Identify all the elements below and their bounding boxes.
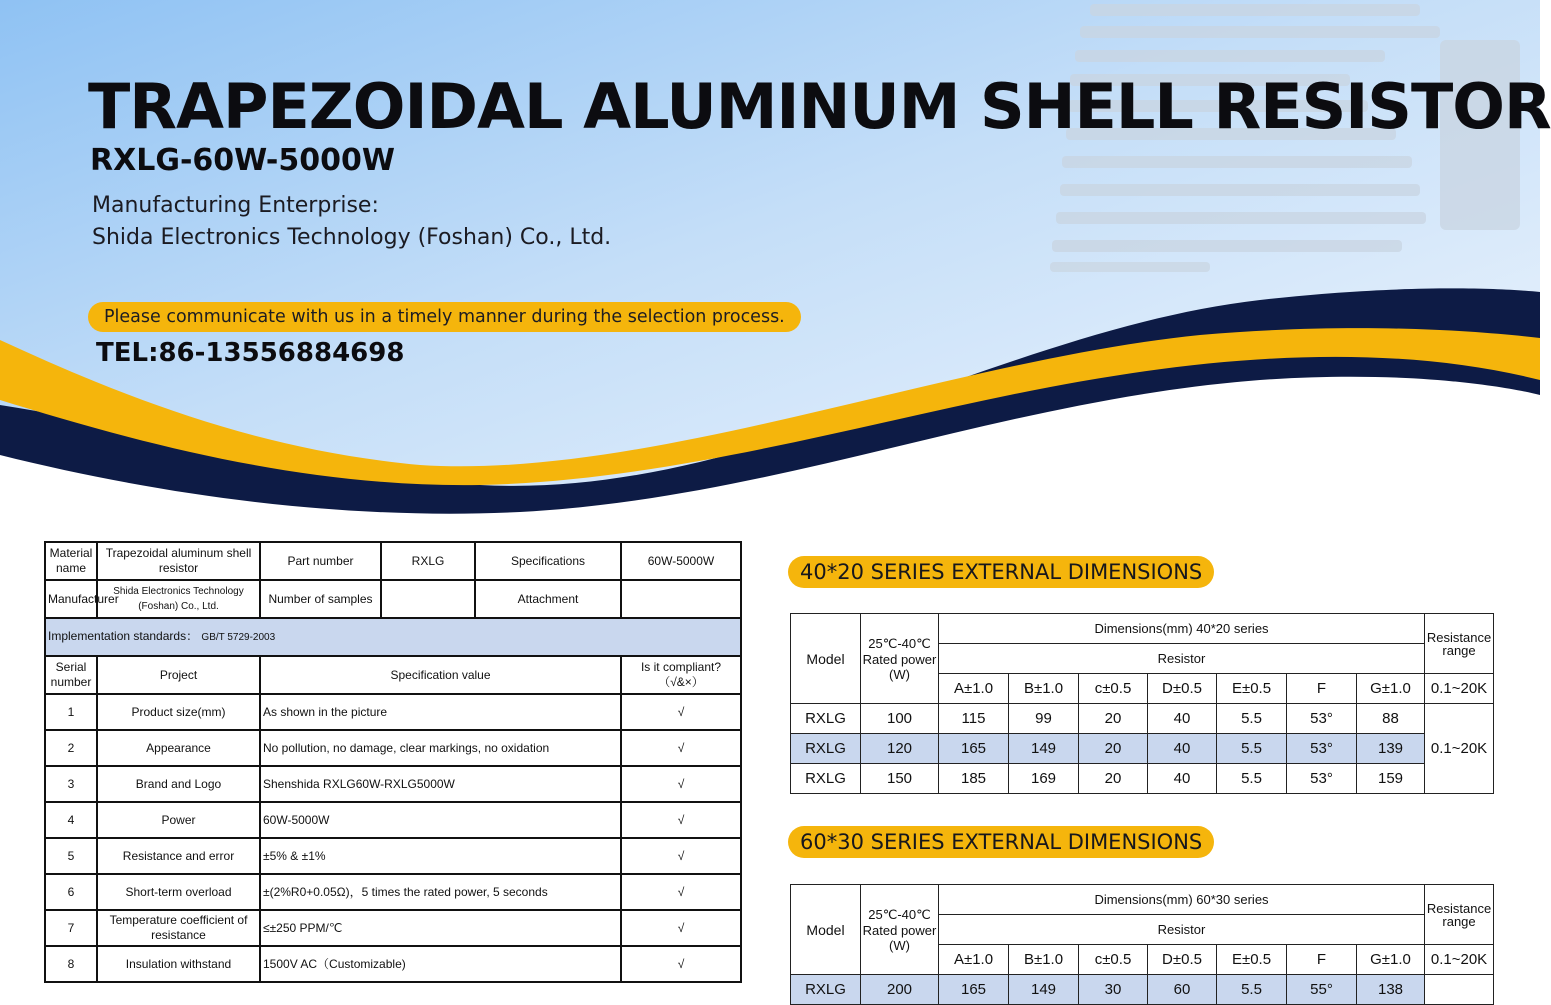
part-number-value: RXLG (381, 542, 475, 580)
compliant-cell: √ (621, 838, 741, 874)
table-cell: RXLG (791, 764, 861, 794)
table-row (791, 764, 1494, 794)
model-header: Model (791, 885, 861, 975)
column-header: D±0.5 (1148, 674, 1217, 704)
page-title: TRAPEZOIDAL ALUMINUM SHELL RESISTOR (88, 70, 1551, 143)
table-row (45, 802, 741, 838)
column-header: A±1.0 (939, 945, 1009, 975)
temp-label: 25℃-40℃ (868, 635, 931, 651)
table-cell: 30 (1079, 975, 1148, 1005)
table-cell: 40 (1148, 704, 1217, 734)
table-cell: 20 (1079, 704, 1148, 734)
compliant-cell: √ (621, 802, 741, 838)
column-header: c±0.5 (1079, 945, 1148, 975)
project-cell: Short-term overload (97, 874, 260, 910)
material-value: Trapezoidal aluminum shell resistor (97, 542, 260, 580)
material-label: Material name (45, 542, 97, 580)
serial-cell: 2 (45, 730, 97, 766)
table-cell: 53° (1287, 734, 1357, 764)
standards-value: GB/T 5729-2003 (201, 632, 276, 643)
table-cell: 5.5 (1217, 704, 1287, 734)
dimensions-table-40x20 (790, 613, 1494, 794)
table-row (45, 542, 741, 580)
range-header-value: 0.1~20K (1425, 945, 1494, 975)
value-cell: ≤±250 PPM/℃ (260, 910, 621, 946)
compliant-cell: √ (621, 910, 741, 946)
project-cell: Insulation withstand (97, 946, 260, 982)
table-cell: 120 (861, 734, 939, 764)
table-header-row (791, 614, 1494, 644)
dimensions-header: Dimensions(mm) 40*20 series (939, 614, 1425, 644)
attachment-value (621, 580, 741, 618)
enterprise-label: Manufacturing Enterprise: (92, 193, 379, 218)
table-row (791, 734, 1494, 764)
table-cell: 159 (1357, 764, 1425, 794)
value-cell: No pollution, no damage, clear markings, no oxidation (260, 730, 621, 766)
specifications-value: 60W-5000W (621, 542, 741, 580)
project-cell: Product size(mm) (97, 694, 260, 730)
compliant-cell: √ (621, 946, 741, 982)
table-cell: 149 (1009, 734, 1079, 764)
table-cell: 100 (861, 704, 939, 734)
serial-cell: 5 (45, 838, 97, 874)
section-heading-60x30: 60*30 SERIES EXTERNAL DIMENSIONS (788, 826, 1214, 858)
column-header: B±1.0 (1009, 945, 1079, 975)
column-header: E±0.5 (1217, 945, 1287, 975)
table-cell: 139 (1357, 734, 1425, 764)
table-cell: 88 (1357, 704, 1425, 734)
table-row (45, 766, 741, 802)
table-cell: 5.5 (1217, 975, 1287, 1005)
resistance-range-header: Resistance range (1425, 614, 1494, 674)
specification-table (44, 541, 742, 983)
value-cell: 1500V AC（Customizable) (260, 946, 621, 982)
table-row (45, 874, 741, 910)
compliant-cell: √ (621, 730, 741, 766)
table-cell: 20 (1079, 764, 1148, 794)
value-cell: Shenshida RXLG60W-RXLG5000W (260, 766, 621, 802)
table-cell: 165 (939, 975, 1009, 1005)
table-cell: 169 (1009, 764, 1079, 794)
project-cell: Power (97, 802, 260, 838)
manufacturer-label: Manufacturer (45, 580, 97, 618)
serial-cell: 8 (45, 946, 97, 982)
section-heading-40x20: 40*20 SERIES EXTERNAL DIMENSIONS (788, 556, 1214, 588)
unit-label: (W) (889, 937, 910, 953)
table-cell: 53° (1287, 704, 1357, 734)
table-cell: 200 (861, 975, 939, 1005)
table-row (45, 910, 741, 946)
compliant-cell: √ (621, 874, 741, 910)
temp-label: 25℃-40℃ (868, 906, 931, 922)
value-cell: 60W-5000W (260, 802, 621, 838)
column-header: A±1.0 (939, 674, 1009, 704)
rated-power-header (861, 885, 939, 975)
project-cell: Resistance and error (97, 838, 260, 874)
resistance-range-cell: 0.1~20K (1425, 704, 1494, 794)
part-number-label: Part number (260, 542, 381, 580)
rated-power-header (861, 614, 939, 704)
dimensions-header: Dimensions(mm) 60*30 series (939, 885, 1425, 915)
serial-cell: 4 (45, 802, 97, 838)
rated-label: Rated power (862, 922, 937, 938)
table-cell: 53° (1287, 764, 1357, 794)
selection-notice: Please communicate with us in a timely manner during the selection process. (88, 302, 801, 332)
model-header: Model (791, 614, 861, 704)
serial-cell: 7 (45, 910, 97, 946)
model-range: RXLG-60W-5000W (90, 143, 395, 178)
column-header: Serial number (45, 656, 97, 694)
table-cell: 150 (861, 764, 939, 794)
samples-label: Number of samples (260, 580, 381, 618)
table-cell: RXLG (791, 704, 861, 734)
table-row (791, 704, 1494, 734)
samples-value (381, 580, 475, 618)
project-cell: Brand and Logo (97, 766, 260, 802)
table-cell: RXLG (791, 734, 861, 764)
table-cell: 60 (1148, 975, 1217, 1005)
compliant-cell: √ (621, 766, 741, 802)
rated-label: Rated power (862, 651, 937, 667)
table-cell: 5.5 (1217, 764, 1287, 794)
table-cell: 165 (939, 734, 1009, 764)
telephone: TEL:86-13556884698 (96, 338, 405, 368)
value-cell: As shown in the picture (260, 694, 621, 730)
column-header: D±0.5 (1148, 945, 1217, 975)
standards-label: Implementation standards： (48, 629, 199, 643)
column-header: G±1.0 (1357, 674, 1425, 704)
resistor-header: Resistor (939, 644, 1425, 674)
table-cell: 99 (1009, 704, 1079, 734)
unit-label: (W) (889, 666, 910, 682)
column-header: E±0.5 (1217, 674, 1287, 704)
attachment-label: Attachment (475, 580, 621, 618)
range-header-value: 0.1~20K (1425, 674, 1494, 704)
manufacturer-value: Shida Electronics Technology (Foshan) Co., Ltd. (97, 580, 260, 618)
table-row (791, 975, 1494, 1005)
resistance-range-header: Resistance range (1425, 885, 1494, 945)
table-row (45, 946, 741, 982)
table-cell: 149 (1009, 975, 1079, 1005)
column-header: G±1.0 (1357, 945, 1425, 975)
project-cell: Temperature coefficient of resistance (97, 910, 260, 946)
column-header: Project (97, 656, 260, 694)
value-cell: ±(2%R0+0.05Ω)，5 times the rated power, 5 seconds (260, 874, 621, 910)
serial-cell: 1 (45, 694, 97, 730)
column-header: Is it compliant?（√&×） (621, 656, 741, 694)
table-row (45, 730, 741, 766)
enterprise-name: Shida Electronics Technology (Foshan) Co., Ltd. (92, 225, 612, 250)
table-row (45, 838, 741, 874)
table-cell: 40 (1148, 764, 1217, 794)
table-cell: 115 (939, 704, 1009, 734)
standards-row (45, 618, 741, 656)
project-cell: Appearance (97, 730, 260, 766)
compliant-cell: √ (621, 694, 741, 730)
table-cell: RXLG (791, 975, 861, 1005)
table-cell: 55° (1287, 975, 1357, 1005)
column-header: Specification value (260, 656, 621, 694)
serial-cell: 3 (45, 766, 97, 802)
table-cell: 185 (939, 764, 1009, 794)
table-cell: 40 (1148, 734, 1217, 764)
table-cell: 138 (1357, 975, 1425, 1005)
column-header: B±1.0 (1009, 674, 1079, 704)
value-cell: ±5% & ±1% (260, 838, 621, 874)
column-header: F (1287, 945, 1357, 975)
table-cell: 5.5 (1217, 734, 1287, 764)
dimensions-table-60x30 (790, 884, 1494, 1005)
column-header: c±0.5 (1079, 674, 1148, 704)
table-header-row (791, 885, 1494, 915)
table-header-row (45, 656, 741, 694)
resistor-header: Resistor (939, 915, 1425, 945)
column-header: F (1287, 674, 1357, 704)
resistance-range-cell (1425, 975, 1494, 1005)
specifications-label: Specifications (475, 542, 621, 580)
table-cell: 20 (1079, 734, 1148, 764)
table-row (45, 694, 741, 730)
table-row (45, 580, 741, 618)
serial-cell: 6 (45, 874, 97, 910)
